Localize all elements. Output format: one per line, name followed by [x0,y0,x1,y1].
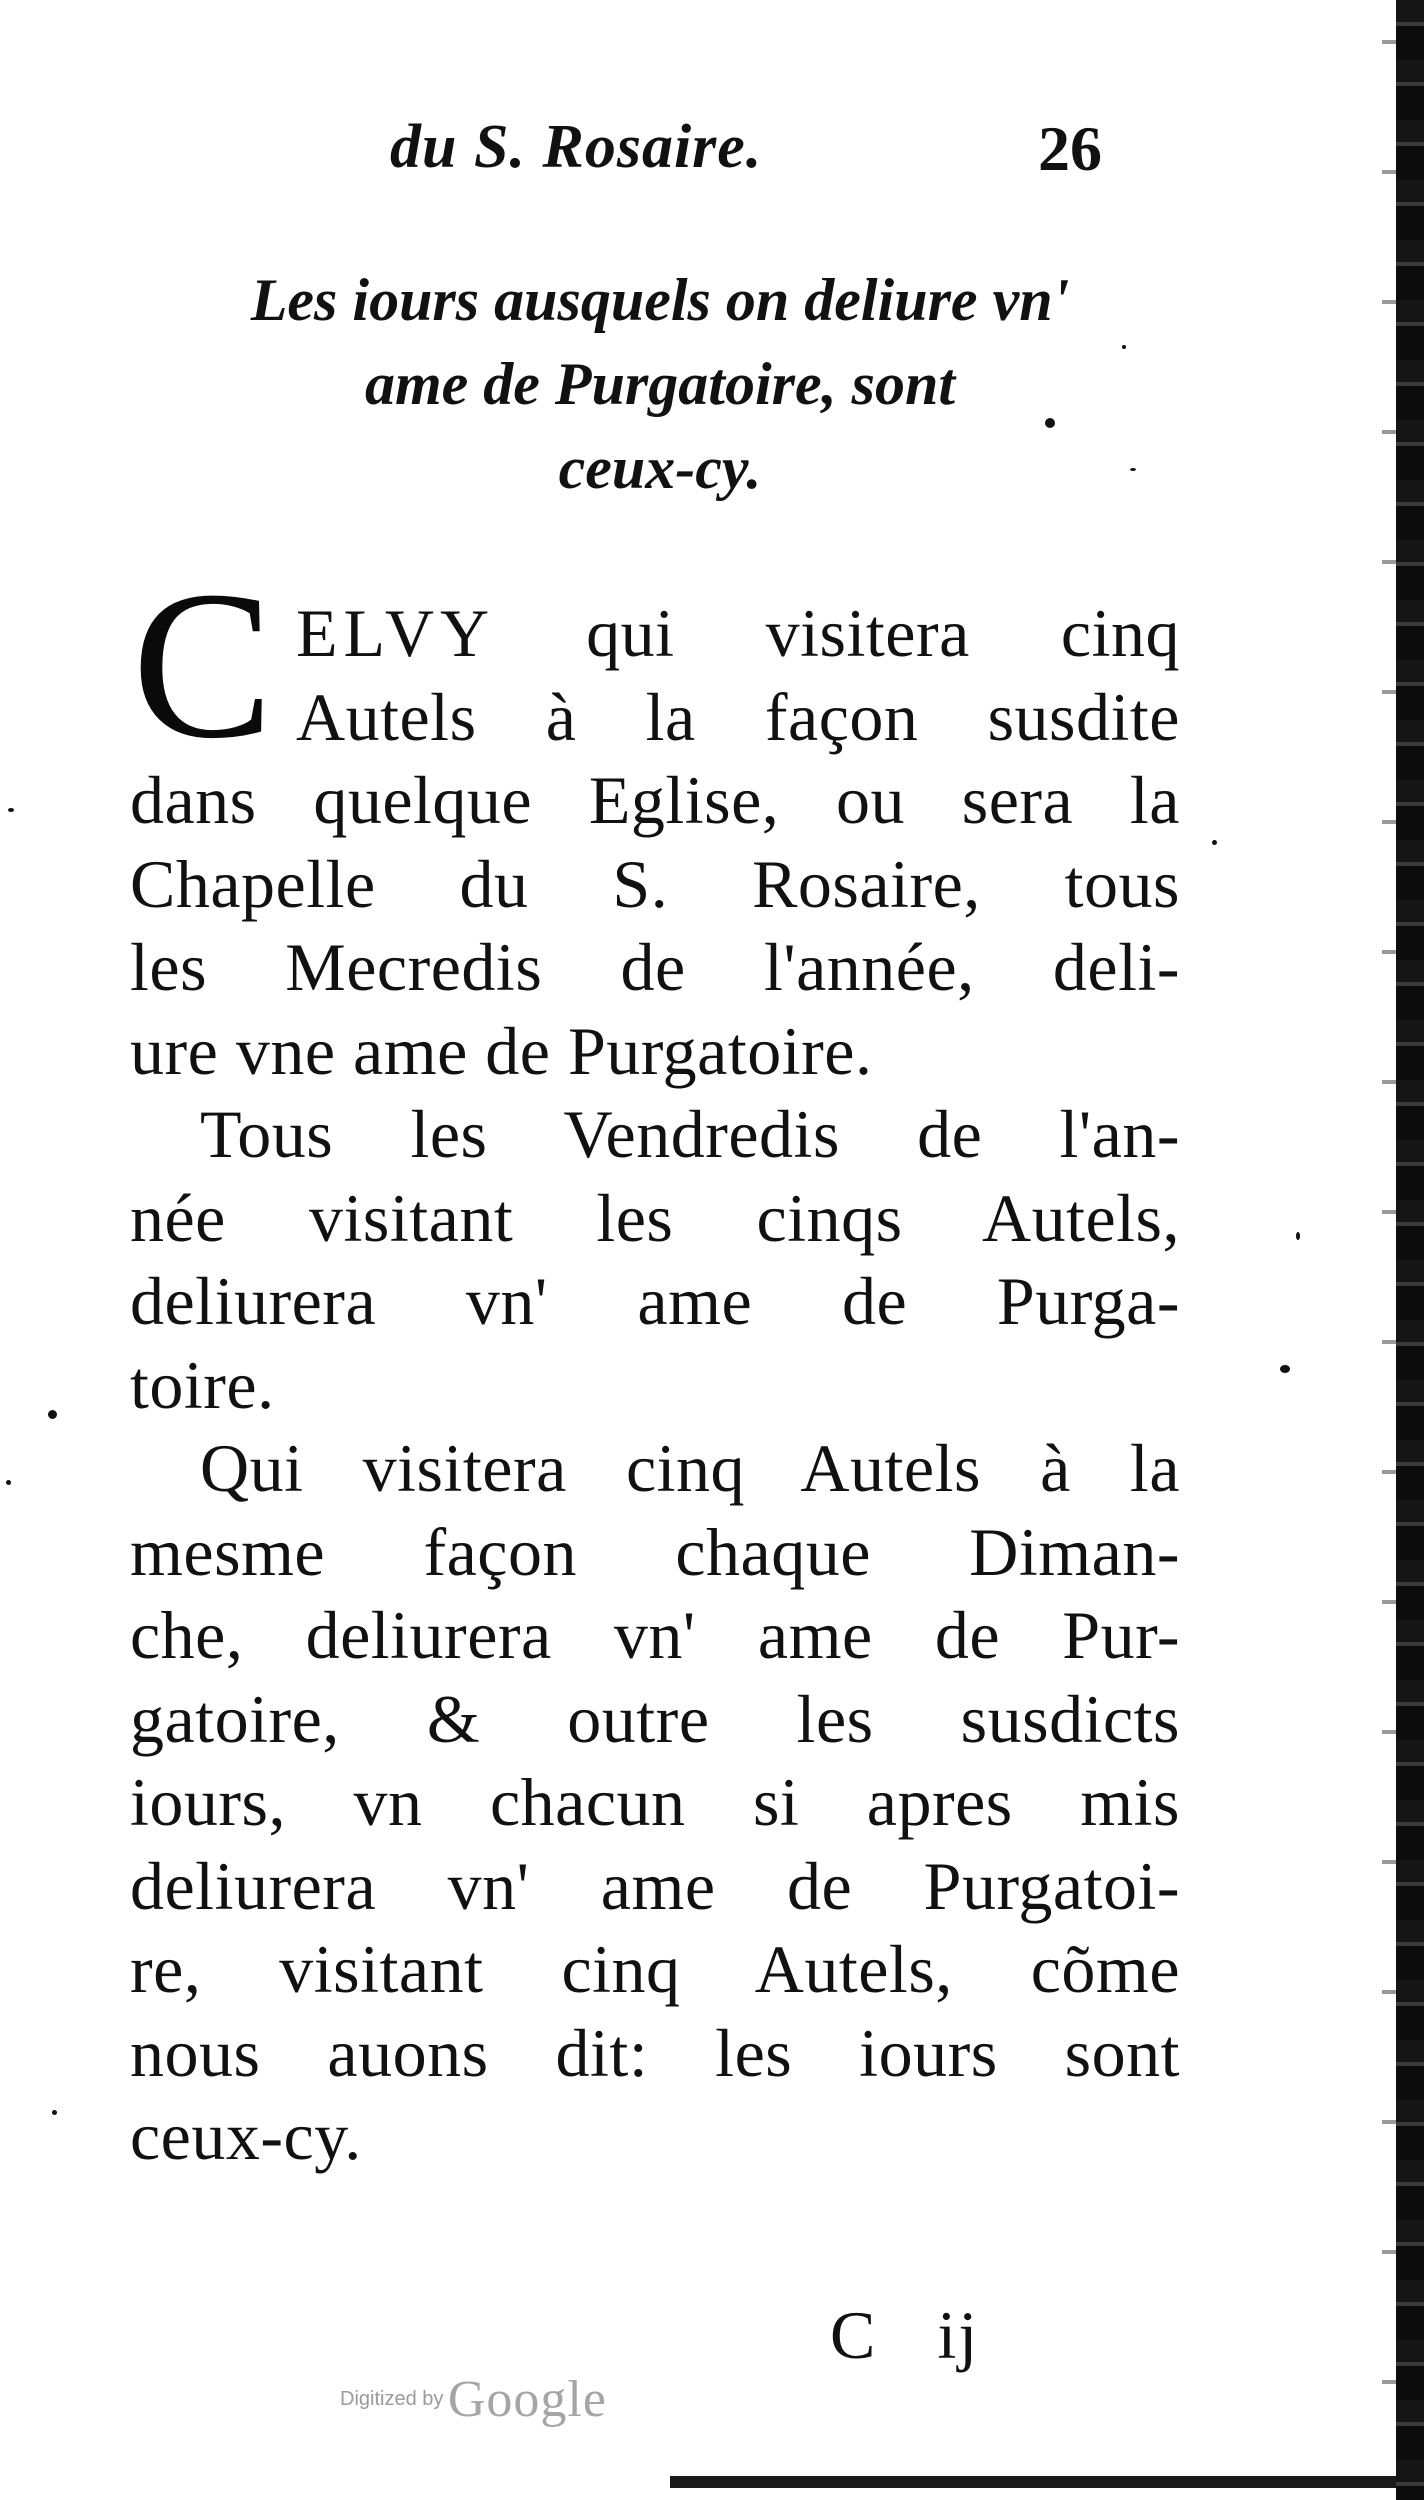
scan-speck [1296,1232,1300,1240]
signature-letter: C [830,2297,878,2373]
digitization-watermark [340,2370,607,2429]
smallcaps-word: ELVY [296,595,496,671]
text-line-rest: qui visitera cinq [495,595,1180,671]
text-line: née visitant les cinqs Autels, [130,1179,1180,1256]
text-line: dans quelque Eglise, ou sera la [130,762,1180,838]
scan-speck [52,2110,57,2115]
signature-numeral: ij [937,2297,980,2373]
text-line: che, deliurera vn' ame de Pur- [130,1597,1180,1673]
signature-mark [830,2296,979,2375]
text-line: Autels à la façon susdite [296,678,1180,755]
scan-speck [48,1410,57,1419]
text-line: ceux-cy. [130,2098,362,2174]
body-paragraphs [130,592,1180,2179]
scan-speck [8,808,14,812]
text-line: nous auons dit: les iours sont [130,2014,1180,2091]
text-line: deliurera vn' ame de Purga- [130,1263,1180,1339]
text-line: ure vne ame de Purgatoire. [130,1012,873,1089]
heading-line: ame de Purgatoire, sont [364,351,955,417]
heading-line: ceux-cy. [558,435,762,501]
scan-edge [1396,0,1424,2500]
drop-capital: C [132,547,274,782]
scan-bottom-shadow [670,2476,1396,2488]
scan-speck [1212,840,1217,845]
text-line: toire. [130,1346,275,1423]
text-line: les Mecredis de l'année, deli- [130,929,1180,1005]
text-line: Tous les Vendredis de l'an- [200,1096,1180,1172]
text-line: Qui visitera cinq Autels à la [200,1430,1180,1506]
text-line: re, visitant cinq Autels, cõme [130,1931,1180,2007]
scan-speck [6,1480,11,1485]
text-line: gatoire, & outre les susdicts [130,1680,1180,1757]
page-number: 26 [1038,113,1102,184]
section-heading [120,258,1200,510]
watermark-prefix: Digitized by [340,2388,444,2410]
text-line: deliurera vn' ame de Purgatoi- [130,1847,1180,1924]
scan-speck [1280,1365,1290,1373]
text-line [130,592,1180,676]
text-line: Chapelle du S. Rosaire, tous [130,845,1180,922]
text-line: mesme façon chaque Diman- [130,1513,1180,1590]
text-line: iours, vn chacun si apres mis [130,1764,1180,1840]
google-logo: Google [447,2371,607,2428]
heading-line: Les iours ausquels on deliure vn' [250,267,1070,333]
scan-edge-fringe [1382,0,1396,2500]
running-head-title: du S. Rosaire. [390,113,763,181]
